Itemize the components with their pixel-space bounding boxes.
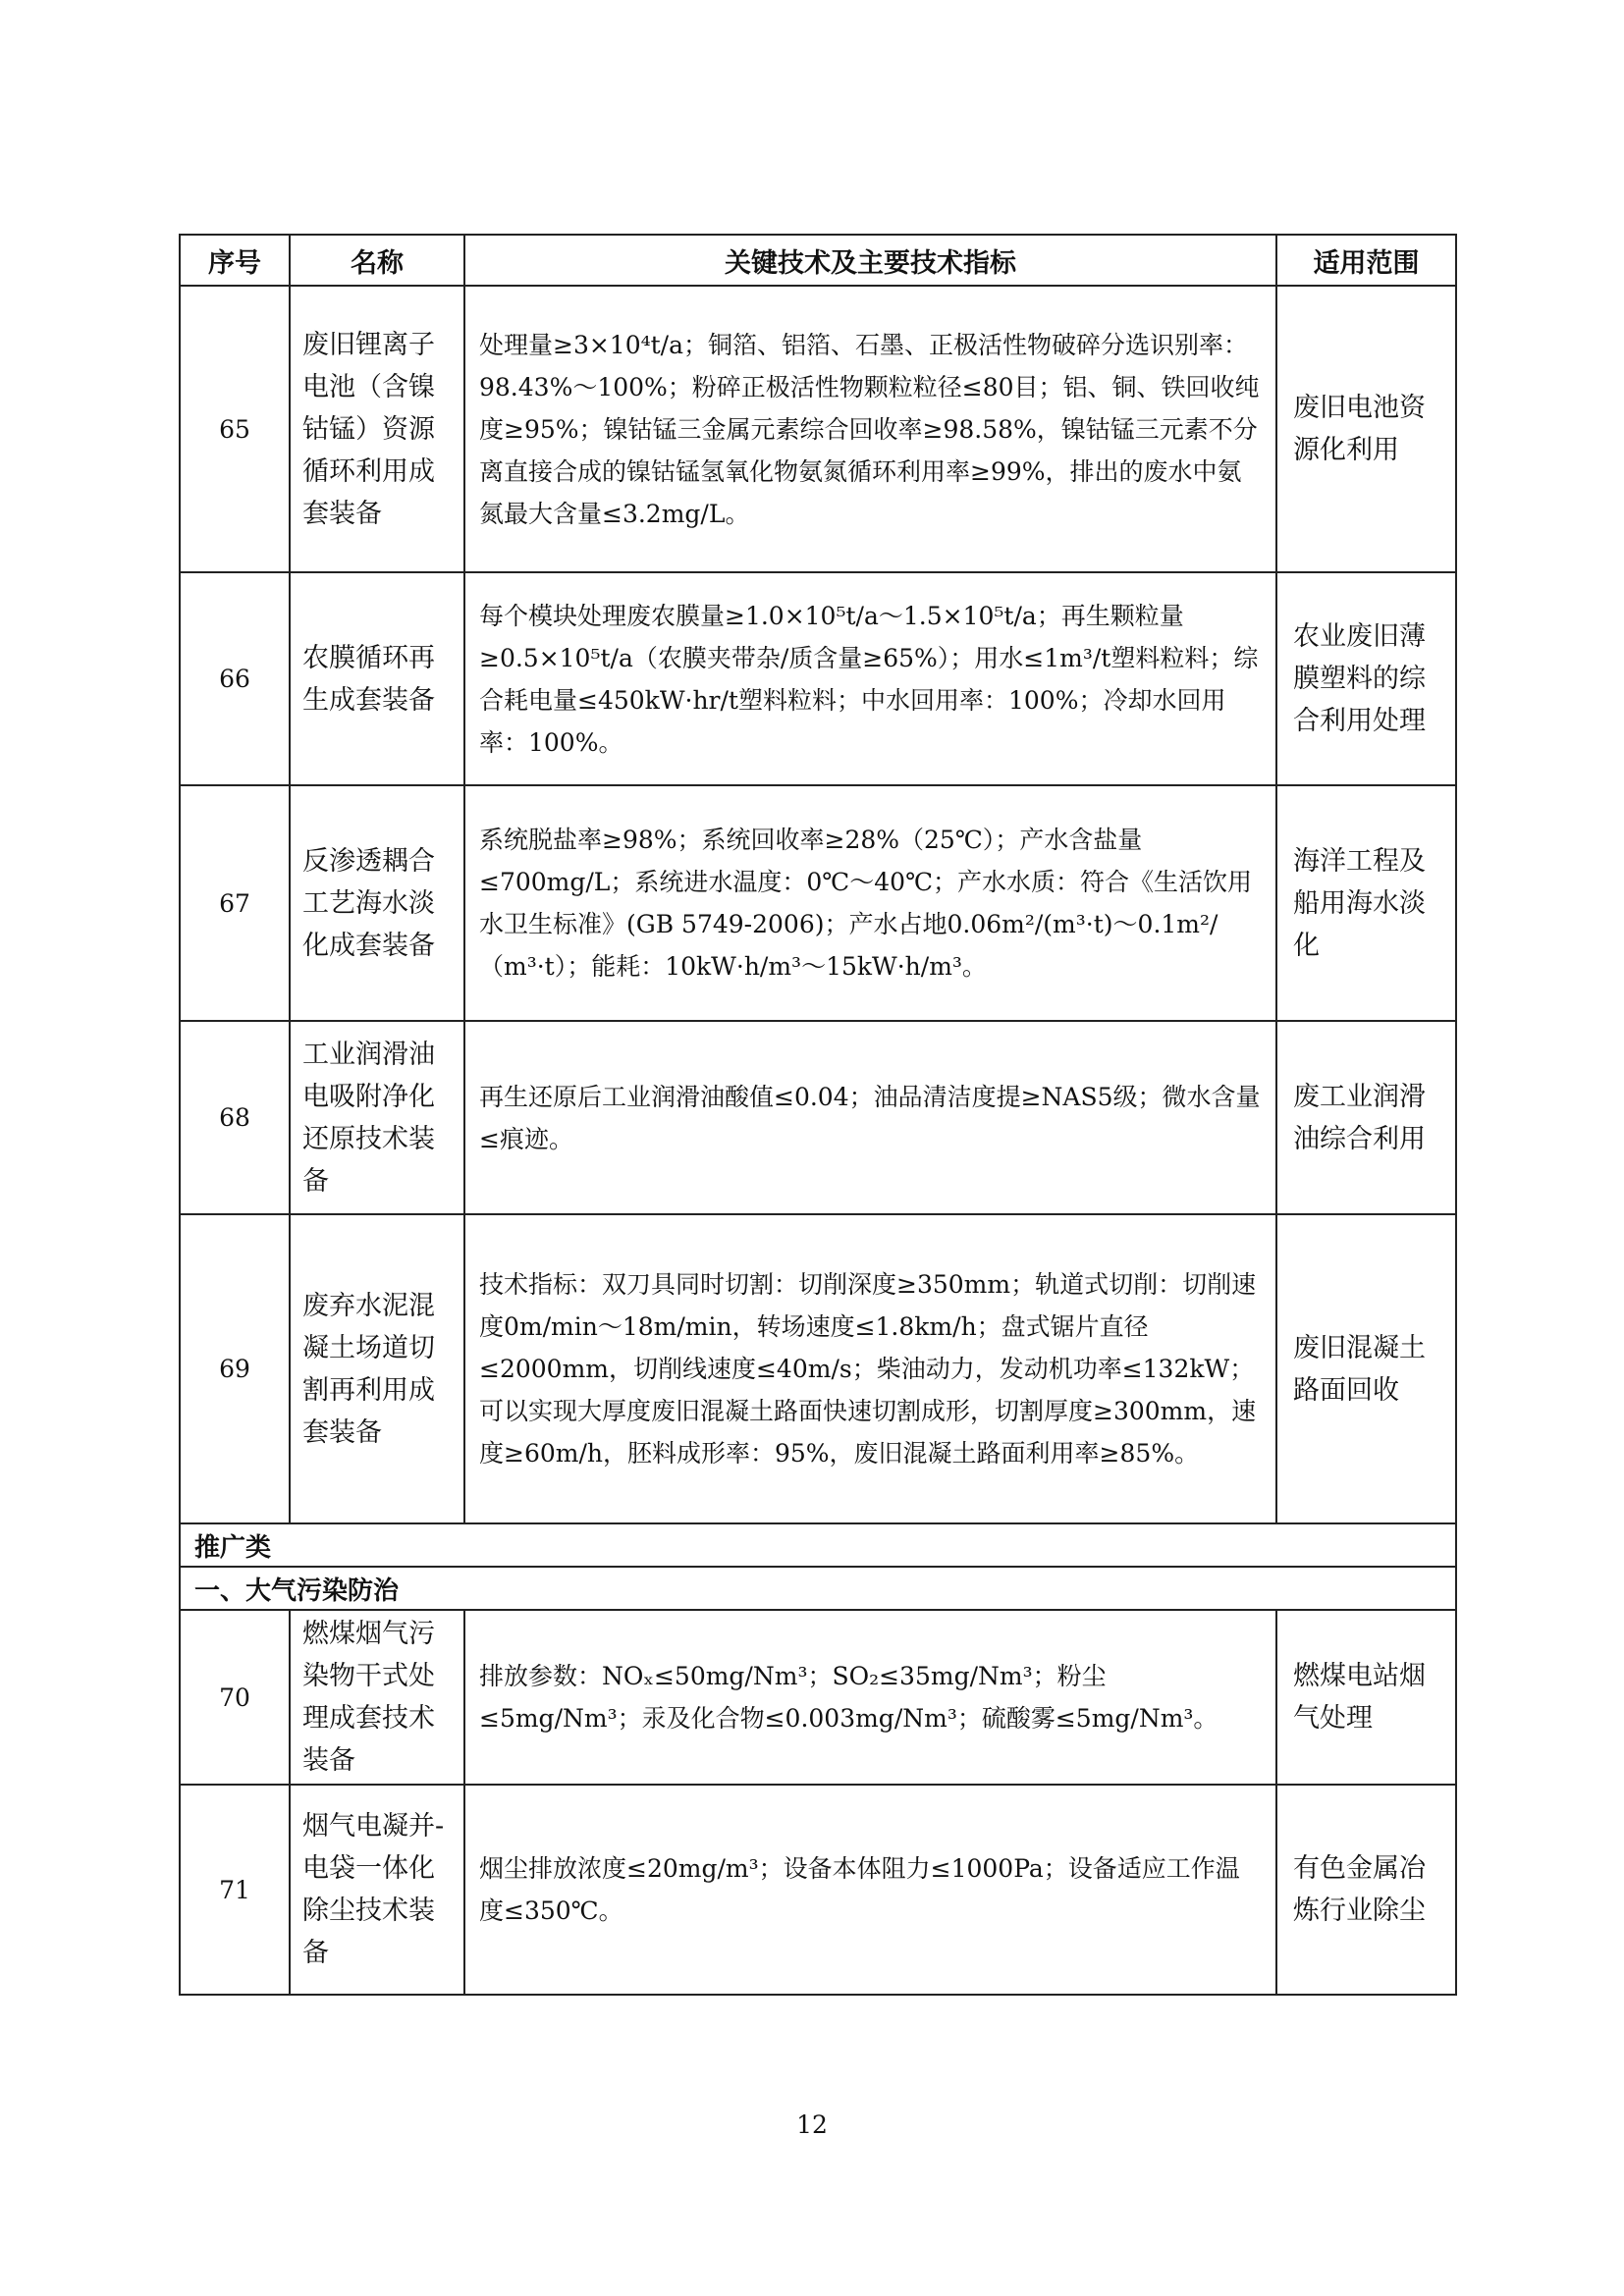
row-no: 68 xyxy=(180,1021,290,1214)
row-no: 69 xyxy=(180,1214,290,1523)
section-row xyxy=(180,1567,1456,1610)
row-name: 烟气电凝并-电袋一体化除尘技术装备 xyxy=(290,1785,464,1995)
row-scope: 废旧电池资源化利用 xyxy=(1276,286,1456,572)
row-name: 工业润滑油电吸附净化还原技术装备 xyxy=(290,1021,464,1214)
row-scope: 有色金属冶炼行业除尘 xyxy=(1276,1785,1456,1995)
row-tech: 系统脱盐率≥98%；系统回收率≥28%（25℃）；产水含盐量≤700mg/L；系统进水温度：0℃～40℃；产水水质：符合《生活饮用水卫生标准》(GB 5749-2006)；产水占地0.06m²/(m³·t)～0.1m²/（m³·t）；能耗：10kW·h/m³～15kW·h/m³。 xyxy=(464,785,1276,1021)
row-tech: 再生还原后工业润滑油酸值≤0.04；油品清洁度提≥NAS5级；微水含量≤痕迹。 xyxy=(464,1021,1276,1214)
row-name: 反渗透耦合工艺海水淡化成套装备 xyxy=(290,785,464,1021)
table-row xyxy=(180,785,1456,1021)
row-tech: 处理量≥3×10⁴t/a；铜箔、铝箔、石墨、正极活性物破碎分选识别率：98.43%～100%；粉碎正极活性物颗粒粒径≤80目；铝、铜、铁回收纯度≥95%；镍钴锰三金属元素综合回收率≥98.58%，镍钴锰三元素不分离直接合成的镍钴锰氢氧化物氨氮循环利用率≥99%，排出的废水中氨氮最大含量≤3.2mg/L。 xyxy=(464,286,1276,572)
row-tech: 技术指标：双刀具同时切割：切削深度≥350mm；轨道式切削：切削速度0m/min～18m/min，转场速度≤1.8km/h；盘式锯片直径≤2000mm，切削线速度≤40m/s；柴油动力，发动机功率≤132kW；可以实现大厚度废旧混凝土路面快速切割成形，切割厚度≥300mm，速度≥60m/h，胚料成形率：95%，废旧混凝土路面利用率≥85%。 xyxy=(464,1214,1276,1523)
row-scope: 燃煤电站烟气处理 xyxy=(1276,1610,1456,1785)
row-name: 废旧锂离子电池（含镍钴锰）资源循环利用成套装备 xyxy=(290,286,464,572)
row-no: 66 xyxy=(180,572,290,785)
section-air: 一、大气污染防治 xyxy=(180,1567,1456,1610)
header-tech: 关键技术及主要技术指标 xyxy=(464,235,1276,286)
row-scope: 海洋工程及船用海水淡化 xyxy=(1276,785,1456,1021)
table-row xyxy=(180,1785,1456,1995)
row-name: 农膜循环再生成套装备 xyxy=(290,572,464,785)
row-tech: 排放参数：NOₓ≤50mg/Nm³；SO₂≤35mg/Nm³；粉尘≤5mg/Nm³；汞及化合物≤0.003mg/Nm³；硫酸雾≤5mg/Nm³。 xyxy=(464,1610,1276,1785)
row-name: 燃煤烟气污染物干式处理成套技术装备 xyxy=(290,1610,464,1785)
table-row xyxy=(180,1610,1456,1785)
row-tech: 每个模块处理废农膜量≥1.0×10⁵t/a～1.5×10⁵t/a；再生颗粒量≥0.5×10⁵t/a（农膜夹带杂/质含量≥65%）；用水≤1m³/t塑料粒料；综合耗电量≤450kW·hr/t塑料粒料；中水回用率：100%；冷却水回用率：100%。 xyxy=(464,572,1276,785)
row-tech: 烟尘排放浓度≤20mg/m³；设备本体阻力≤1000Pa；设备适应工作温度≤350℃。 xyxy=(464,1785,1276,1995)
table-header-row xyxy=(180,235,1456,286)
row-scope: 废工业润滑油综合利用 xyxy=(1276,1021,1456,1214)
header-name: 名称 xyxy=(290,235,464,286)
row-no: 67 xyxy=(180,785,290,1021)
row-no: 71 xyxy=(180,1785,290,1995)
equipment-table xyxy=(179,234,1457,1996)
table-row xyxy=(180,1021,1456,1214)
row-scope: 废旧混凝土路面回收 xyxy=(1276,1214,1456,1523)
table-row xyxy=(180,1214,1456,1523)
row-no: 65 xyxy=(180,286,290,572)
section-row xyxy=(180,1523,1456,1567)
table-row xyxy=(180,572,1456,785)
row-scope: 农业废旧薄膜塑料的综合利用处理 xyxy=(1276,572,1456,785)
page-number: 12 xyxy=(796,2110,828,2139)
row-name: 废弃水泥混凝土场道切割再利用成套装备 xyxy=(290,1214,464,1523)
header-scope: 适用范围 xyxy=(1276,235,1456,286)
section-promo: 推广类 xyxy=(180,1523,1456,1567)
table-row xyxy=(180,286,1456,572)
row-no: 70 xyxy=(180,1610,290,1785)
header-no: 序号 xyxy=(180,235,290,286)
